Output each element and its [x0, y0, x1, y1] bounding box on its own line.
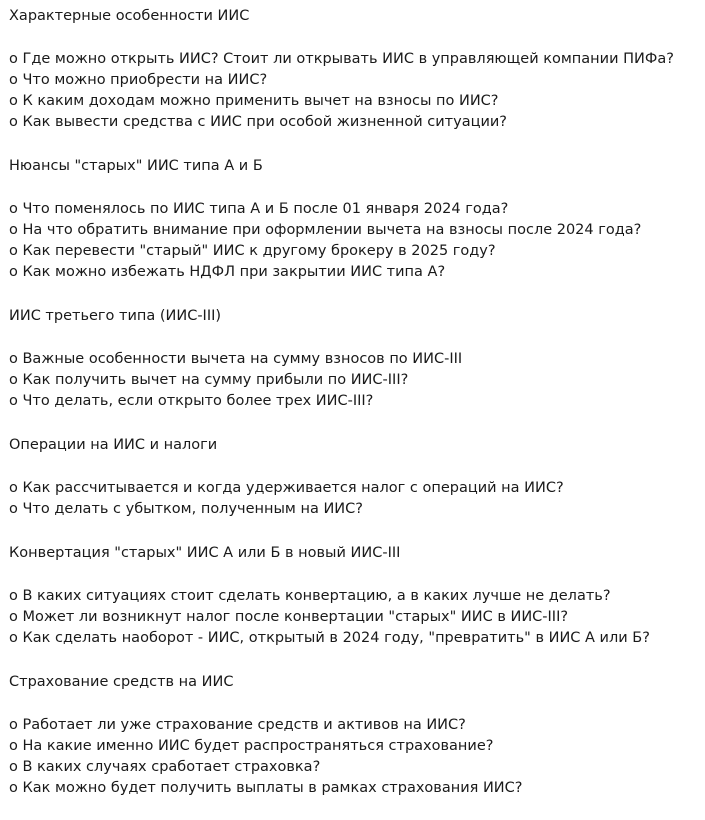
list-item: о Что можно приобрести на ИИС?	[9, 72, 268, 88]
list-item: о На какие именно ИИС будет распространяться страхование?	[9, 738, 494, 754]
list-item: о Работает ли уже страхование средств и активов на ИИС?	[9, 717, 466, 733]
section-old-iis-nuances	[9, 156, 705, 306]
list-item: о Как можно будет получить выплаты в рамках страхования ИИС?	[9, 780, 523, 796]
section-iis-type-three	[9, 306, 705, 435]
list-item: о Что делать с убытком, полученным на ИИС?	[9, 501, 363, 517]
list-item: о Как сделать наоборот - ИИС, открытый в 2024 году, "превратить" в ИИС А или Б?	[9, 630, 650, 646]
section-title: ИИС третьего типа (ИИС-III)	[9, 308, 222, 324]
list-item: о В каких ситуациях стоит сделать конвертацию, а в каких лучше не делать?	[9, 588, 611, 604]
section-title: Нюансы "старых" ИИС типа А и Б	[9, 158, 263, 174]
list-item: о Как можно избежать НДФЛ при закрытии ИИС типа А?	[9, 264, 446, 280]
document-body	[9, 6, 705, 799]
list-item: о К каким доходам можно применить вычет на взносы по ИИС?	[9, 93, 499, 109]
section-title: Конвертация "старых" ИИС А или Б в новый ИИС-III	[9, 545, 401, 561]
section-title: Операции на ИИС и налоги	[9, 437, 218, 453]
list-item: о В каких случаях сработает страховка?	[9, 759, 321, 775]
section-title: Страхование средств на ИИС	[9, 674, 234, 690]
section-iis-conversion	[9, 543, 705, 672]
list-item: о На что обратить внимание при оформлении вычета на взносы после 2024 года?	[9, 222, 642, 238]
list-item: о Как получить вычет на сумму прибыли по ИИС-III?	[9, 372, 409, 388]
list-item: о Что делать, если открыто более трех ИИС-III?	[9, 393, 374, 409]
list-item: о Как перевести "старый" ИИС к другому брокеру в 2025 году?	[9, 243, 496, 259]
list-item: о Где можно открыть ИИС? Стоит ли открывать ИИС в управляющей компании ПИФа?	[9, 51, 674, 67]
list-item: о Что поменялось по ИИС типа А и Б после 01 января 2024 года?	[9, 201, 509, 217]
list-item: о Как вывести средства с ИИС при особой жизненной ситуации?	[9, 114, 507, 130]
section-title: Характерные особенности ИИС	[9, 8, 250, 24]
section-iis-features	[9, 6, 705, 156]
list-item: о Как рассчитывается и когда удерживается налог с операций на ИИС?	[9, 480, 564, 496]
section-iis-insurance	[9, 672, 705, 799]
list-item: о Может ли возникнут налог после конвертации "старых" ИИС в ИИС-III?	[9, 609, 569, 625]
list-item: о Важные особенности вычета на сумму взносов по ИИС-III	[9, 351, 463, 367]
section-iis-operations-taxes	[9, 435, 705, 543]
